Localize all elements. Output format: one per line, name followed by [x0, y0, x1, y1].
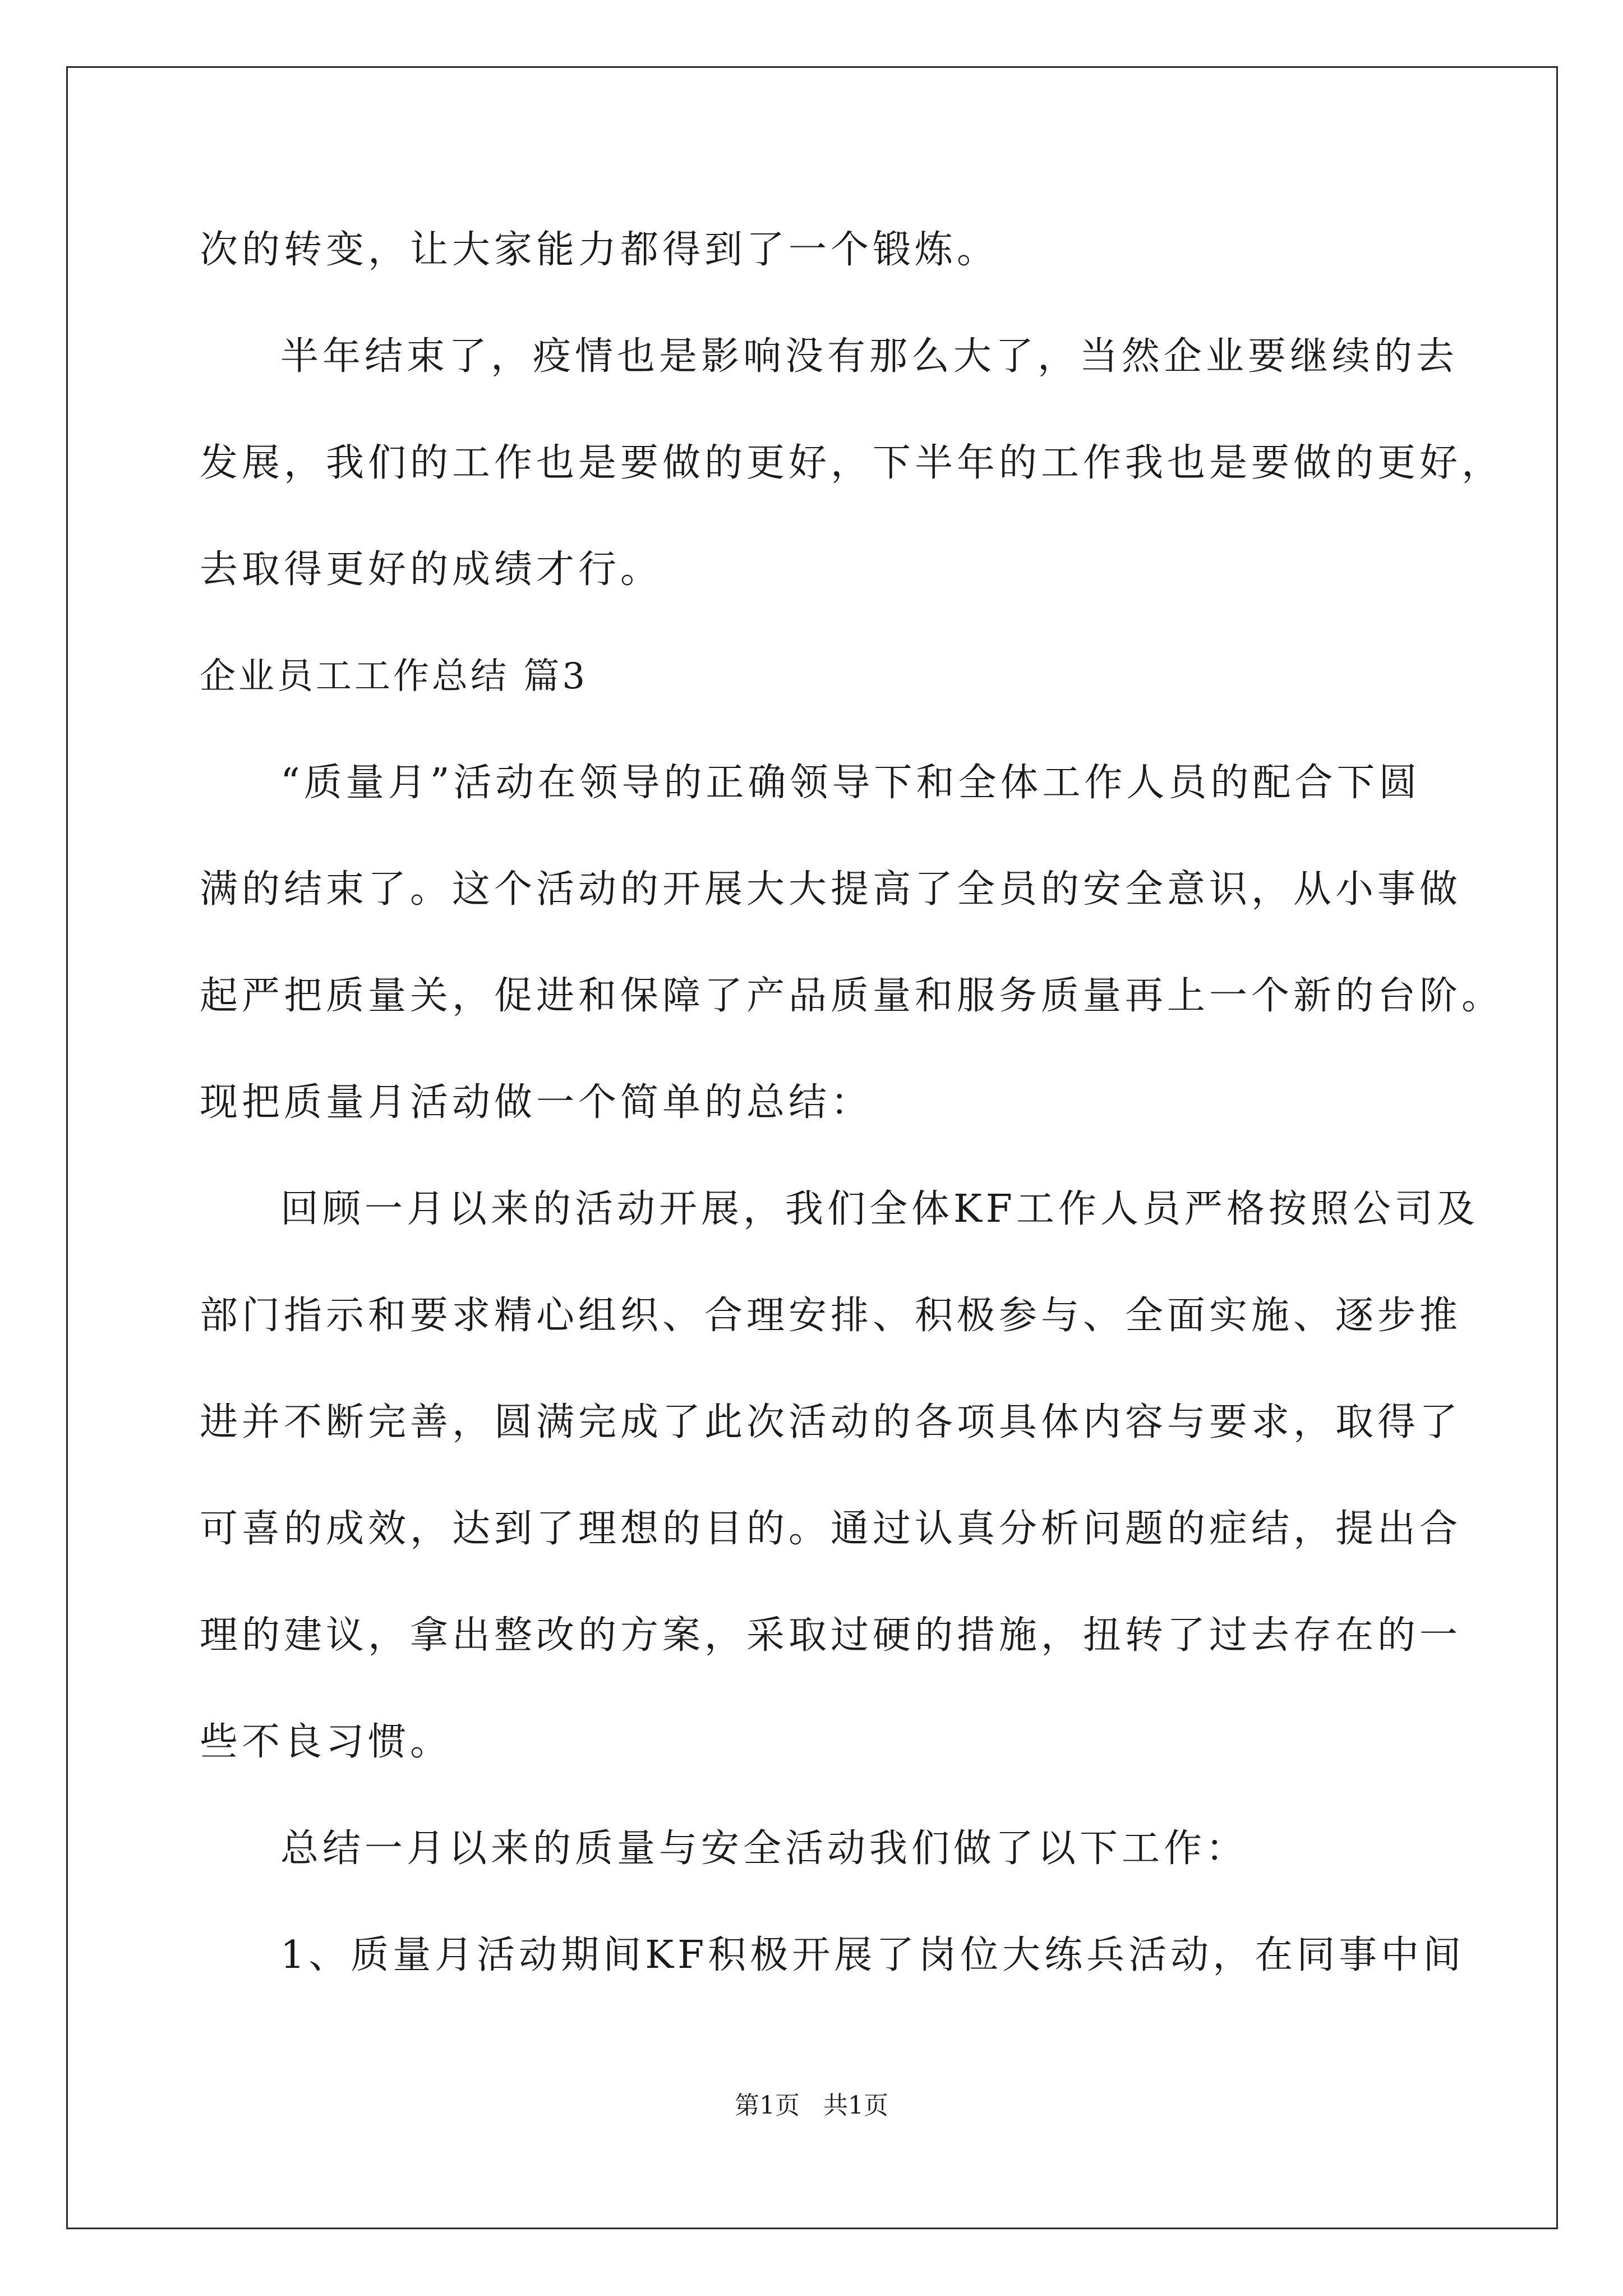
- line-2: 半年结束了，疫情也是影响没有那么大了，当然企业要继续的去: [280, 334, 1459, 379]
- section-heading: 企业员工工作总结 篇3: [200, 656, 588, 697]
- line-15: 些不良习惯。: [200, 1720, 453, 1764]
- line-4: 去取得更好的成绩才行。: [200, 547, 663, 592]
- line-10: 回顾一月以来的活动开展，我们全体KF工作人员严格按照公司及: [280, 1187, 1479, 1231]
- page-border: [66, 66, 1558, 2229]
- line-14: 理的建议，拿出整改的方案，采取过硬的措施，扭转了过去存在的一: [200, 1613, 1462, 1658]
- page-number-footer: 第1页 共1页: [735, 2091, 888, 2120]
- line-11: 部门指示和要求精心组织、合理安排、积极参与、全面实施、逐步推: [200, 1294, 1462, 1338]
- line-12: 进并不断完善，圆满完成了此次活动的各项具体内容与要求，取得了: [200, 1400, 1462, 1444]
- line-1: 次的转变，让大家能力都得到了一个锻炼。: [200, 228, 999, 272]
- line-7: 满的结束了。这个活动的开展大大提高了全员的安全意识，从小事做: [200, 867, 1462, 912]
- line-16: 总结一月以来的质量与安全活动我们做了以下工作：: [280, 1826, 1248, 1871]
- line-17: 1、质量月活动期间KF积极开展了岗位大练兵活动，在同事中间: [280, 1933, 1465, 1977]
- line-3: 发展，我们的工作也是要做的更好，下半年的工作我也是要做的更好，: [200, 441, 1504, 485]
- line-9: 现把质量月活动做一个简单的总结：: [200, 1080, 873, 1125]
- line-13: 可喜的成效，达到了理想的目的。通过认真分析问题的症结，提出合: [200, 1507, 1462, 1551]
- line-6: “质量月”活动在领导的正确领导下和全体工作人员的配合下圆: [280, 761, 1421, 805]
- line-8: 起严把质量关，促进和保障了产品质量和服务质量再上一个新的台阶。: [200, 974, 1504, 1018]
